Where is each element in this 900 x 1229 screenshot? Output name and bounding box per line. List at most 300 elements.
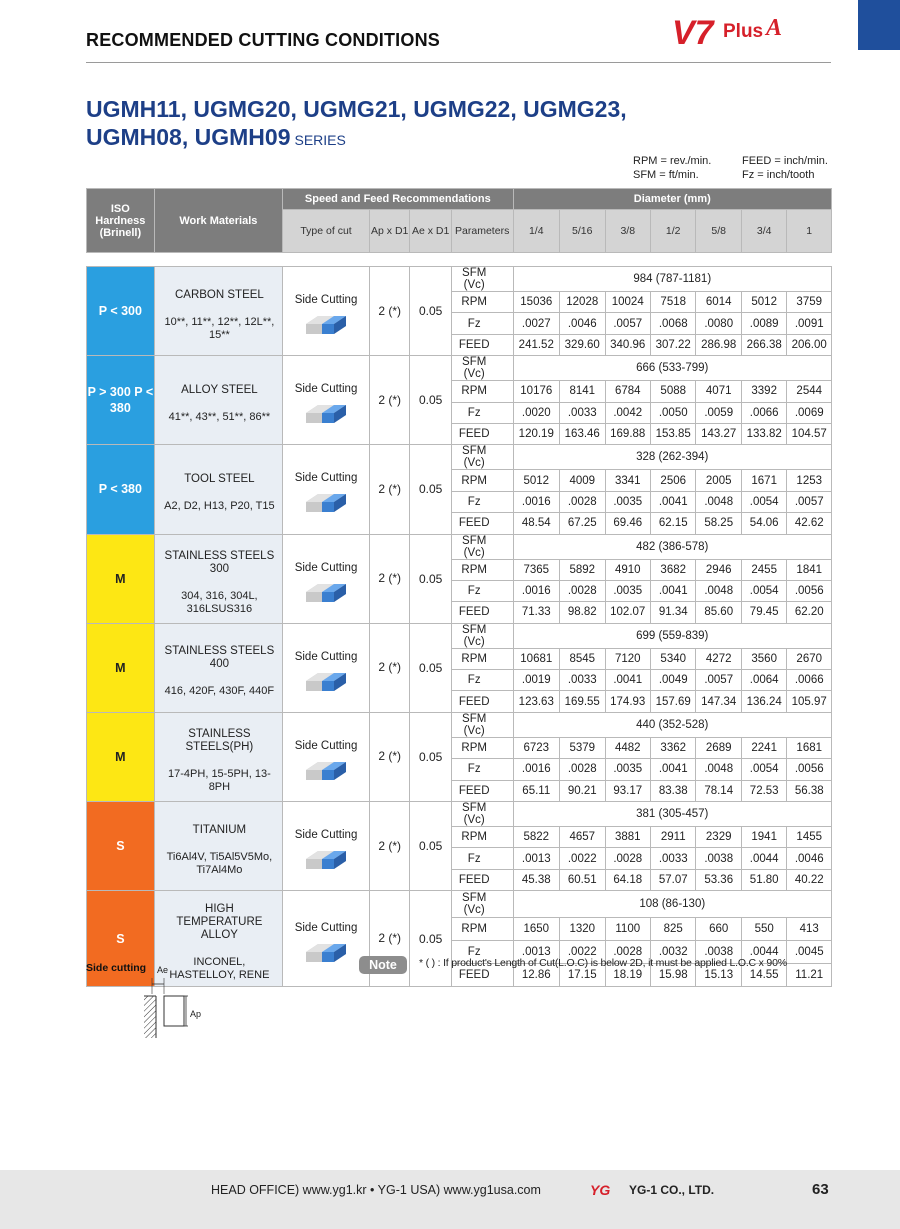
- type-of-cut-cell: [283, 712, 370, 801]
- series-suffix: SERIES: [294, 132, 346, 148]
- fz-value: .0022: [560, 848, 605, 869]
- work-material-cell: [154, 534, 282, 623]
- fz-value: .0041: [650, 759, 695, 780]
- series-line-1: UGMH11, UGMG20, UGMG21, UGMG22, UGMG23,: [86, 96, 627, 122]
- feed-value: 65.11: [513, 780, 559, 801]
- feed-value: 93.17: [605, 780, 650, 801]
- rpm-value: 660: [696, 918, 741, 941]
- rpm-value: 3682: [650, 559, 695, 580]
- header-diameter-1: 5/16: [560, 210, 605, 253]
- feed-value: 12.86: [513, 964, 559, 987]
- rpm-value: 5340: [650, 648, 695, 669]
- material-grades: 304, 316, 304L, 316LSUS316: [181, 589, 258, 615]
- rpm-value: 8141: [560, 381, 605, 402]
- fz-value: .0033: [560, 402, 605, 423]
- fz-value: .0048: [696, 580, 741, 601]
- fz-value: .0046: [560, 313, 605, 334]
- ap-value: 2 (*): [370, 802, 410, 891]
- feed-value: 15.13: [696, 964, 741, 987]
- feed-value: 18.19: [605, 964, 650, 987]
- feed-value: 48.54: [513, 513, 559, 534]
- v7-plus-brand-logo: [668, 6, 798, 56]
- fz-value: .0089: [741, 313, 786, 334]
- rpm-value: 6723: [513, 737, 559, 758]
- rpm-value: 1841: [787, 559, 832, 580]
- fz-value: .0057: [605, 313, 650, 334]
- table-row: [87, 356, 832, 381]
- feed-value: 17.15: [560, 964, 605, 987]
- rpm-value: 15036: [513, 292, 559, 313]
- fz-value: .0020: [513, 402, 559, 423]
- corner-tab: [858, 0, 900, 50]
- parameter-label: Fz: [451, 759, 513, 780]
- iso-hardness-cell: M: [87, 712, 155, 801]
- material-grades: A2, D2, H13, P20, T15: [164, 500, 275, 513]
- fz-value: .0091: [787, 313, 832, 334]
- parameter-label: SFM (Vc): [451, 534, 513, 559]
- parameter-label: FEED: [451, 964, 513, 987]
- side-cutting-diagram: [140, 964, 220, 1044]
- fz-value: .0041: [650, 580, 695, 601]
- parameter-label: SFM (Vc): [451, 267, 513, 292]
- rpm-value: 3560: [741, 648, 786, 669]
- feed-value: 307.22: [650, 334, 695, 355]
- rpm-value: 4910: [605, 559, 650, 580]
- feed-value: 123.63: [513, 691, 559, 712]
- feed-value: 136.24: [741, 691, 786, 712]
- brand-v7: V7: [672, 14, 714, 52]
- parameter-label: SFM (Vc): [451, 891, 513, 918]
- material-name: TITANIUM: [192, 823, 247, 836]
- fz-value: .0028: [605, 848, 650, 869]
- rpm-value: 8545: [560, 648, 605, 669]
- feed-value: 241.52: [513, 334, 559, 355]
- rpm-value: 6784: [605, 381, 650, 402]
- feed-value: 62.20: [787, 602, 832, 623]
- feed-value: 62.15: [650, 513, 695, 534]
- rpm-value: 2544: [787, 381, 832, 402]
- feed-value: 340.96: [605, 334, 650, 355]
- fz-value: .0033: [650, 848, 695, 869]
- fz-value: .0016: [513, 491, 559, 512]
- feed-value: 286.98: [696, 334, 741, 355]
- cutting-conditions-table: [86, 188, 832, 987]
- fz-value: .0016: [513, 759, 559, 780]
- fz-value: .0057: [696, 670, 741, 691]
- iso-hardness-cell: S: [87, 891, 155, 987]
- fz-value: .0035: [605, 491, 650, 512]
- header-diameter-5: 3/4: [741, 210, 786, 253]
- type-of-cut-label: Side Cutting: [294, 739, 358, 752]
- parameter-label: Fz: [451, 402, 513, 423]
- parameter-label: FEED: [451, 513, 513, 534]
- feed-value: 157.69: [650, 691, 695, 712]
- rpm-value: 5012: [513, 470, 559, 491]
- ae-label: Ae: [157, 965, 169, 975]
- rpm-value: 2005: [696, 470, 741, 491]
- feed-value: 42.62: [787, 513, 832, 534]
- parameter-label: Fz: [451, 313, 513, 334]
- feed-value: 102.07: [605, 602, 650, 623]
- side-cutting-icon: [304, 580, 348, 608]
- rpm-value: 1320: [560, 918, 605, 941]
- type-of-cut-cell: [283, 534, 370, 623]
- ap-value: 2 (*): [370, 445, 410, 534]
- table-row: [87, 445, 832, 470]
- fz-value: .0028: [560, 580, 605, 601]
- rpm-value: 2329: [696, 827, 741, 848]
- sfm-value: 984 (787-1181): [513, 267, 831, 292]
- feed-value: 58.25: [696, 513, 741, 534]
- fz-value: .0038: [696, 848, 741, 869]
- iso-hardness-cell: P < 380: [87, 445, 155, 534]
- feed-value: 85.60: [696, 602, 741, 623]
- side-cutting-icon: [304, 490, 348, 518]
- rpm-value: 1671: [741, 470, 786, 491]
- parameter-label: SFM (Vc): [451, 356, 513, 381]
- work-material-cell: [154, 623, 282, 712]
- rpm-value: 4482: [605, 737, 650, 758]
- rpm-value: 2506: [650, 470, 695, 491]
- side-cutting-icon: [304, 758, 348, 786]
- series-line-2-wrap: [86, 123, 627, 154]
- feed-value: 54.06: [741, 513, 786, 534]
- feed-value: 64.18: [605, 869, 650, 890]
- ae-value: 0.05: [410, 534, 451, 623]
- fz-value: .0048: [696, 759, 741, 780]
- feed-value: 90.21: [560, 780, 605, 801]
- fz-value: .0027: [513, 313, 559, 334]
- fz-value: .0068: [650, 313, 695, 334]
- material-grades: 10**, 11**, 12**, 12L**, 15**: [164, 315, 275, 341]
- material-grades: 416, 420F, 430F, 440F: [164, 685, 275, 698]
- unit-rpm: RPM = rev./min.: [633, 155, 712, 167]
- header-diameter-6: 1: [787, 210, 832, 253]
- iso-hardness-cell: M: [87, 623, 155, 712]
- rpm-value: 1253: [787, 470, 832, 491]
- rpm-value: 4657: [560, 827, 605, 848]
- fz-value: .0064: [741, 670, 786, 691]
- unit-fz: Fz = inch/tooth: [742, 169, 815, 181]
- feed-value: 69.46: [605, 513, 650, 534]
- rpm-value: 413: [787, 918, 832, 941]
- series-line-2: UGMH08, UGMH09: [86, 124, 291, 150]
- fz-value: .0066: [741, 402, 786, 423]
- ae-value: 0.05: [410, 891, 451, 987]
- note-badge: Note: [359, 956, 407, 974]
- rpm-value: 1941: [741, 827, 786, 848]
- sfm-value: 666 (533-799): [513, 356, 831, 381]
- sfm-value: 108 (86-130): [513, 891, 831, 918]
- parameter-label: FEED: [451, 869, 513, 890]
- feed-value: 14.55: [741, 964, 786, 987]
- parameter-label: FEED: [451, 602, 513, 623]
- ae-value: 0.05: [410, 623, 451, 712]
- feed-value: 174.93: [605, 691, 650, 712]
- feed-value: 56.38: [787, 780, 832, 801]
- table-row: [87, 623, 832, 648]
- fz-value: .0045: [787, 941, 832, 964]
- parameter-label: SFM (Vc): [451, 712, 513, 737]
- side-cutting-icon: [304, 401, 348, 429]
- rpm-value: 7120: [605, 648, 650, 669]
- side-cutting-icon: [304, 312, 348, 340]
- type-of-cut-cell: [283, 445, 370, 534]
- fz-value: .0022: [560, 941, 605, 964]
- rpm-value: 2670: [787, 648, 832, 669]
- ap-label: Ap: [190, 1009, 202, 1019]
- rpm-value: 2911: [650, 827, 695, 848]
- feed-value: 143.27: [696, 423, 741, 444]
- rpm-value: 2946: [696, 559, 741, 580]
- page-header-title: RECOMMENDED CUTTING CONDITIONS: [86, 30, 440, 50]
- parameter-label: RPM: [451, 737, 513, 758]
- feed-value: 71.33: [513, 602, 559, 623]
- side-cutting-label: Side cutting: [86, 962, 147, 974]
- feed-value: 40.22: [787, 869, 832, 890]
- note-text: * ( ) : If product's Length of Cut(L.O.C) is below 2D, it must be applied L.O.C x 90%: [419, 957, 787, 969]
- feed-value: 98.82: [560, 602, 605, 623]
- parameter-label: RPM: [451, 381, 513, 402]
- header-ae: Ae x D1: [410, 210, 451, 253]
- rpm-value: 5822: [513, 827, 559, 848]
- feed-value: 60.51: [560, 869, 605, 890]
- type-of-cut-label: Side Cutting: [294, 561, 358, 574]
- header-work-materials: Work Materials: [154, 189, 282, 253]
- fz-value: .0035: [605, 580, 650, 601]
- header-parameters: Parameters: [451, 210, 513, 253]
- feed-value: 53.36: [696, 869, 741, 890]
- feed-value: 133.82: [741, 423, 786, 444]
- material-grades: Ti6Al4V, Ti5Al5V5Mo, Ti7Al4Mo: [166, 850, 273, 876]
- work-material-cell: [154, 445, 282, 534]
- fz-value: .0049: [650, 670, 695, 691]
- parameter-label: FEED: [451, 780, 513, 801]
- iso-hardness-cell: P > 300 P < 380: [87, 356, 155, 445]
- footer-bar: [0, 1170, 900, 1229]
- ae-value: 0.05: [410, 356, 451, 445]
- sfm-value: 699 (559-839): [513, 623, 831, 648]
- rpm-value: 825: [650, 918, 695, 941]
- fz-value: .0042: [605, 402, 650, 423]
- ap-value: 2 (*): [370, 891, 410, 987]
- feed-value: 169.55: [560, 691, 605, 712]
- parameter-label: Fz: [451, 670, 513, 691]
- material-name: STAINLESS STEELS(PH): [185, 727, 254, 753]
- fz-value: .0013: [513, 848, 559, 869]
- parameter-label: SFM (Vc): [451, 623, 513, 648]
- material-name: ALLOY STEEL: [181, 384, 258, 397]
- fz-value: .0028: [560, 759, 605, 780]
- rpm-value: 2689: [696, 737, 741, 758]
- unit-sfm: SFM = ft/min.: [633, 169, 699, 181]
- rpm-value: 1650: [513, 918, 559, 941]
- rpm-value: 550: [741, 918, 786, 941]
- rpm-value: 4071: [696, 381, 741, 402]
- parameter-label: RPM: [451, 648, 513, 669]
- material-grades: 17-4PH, 15-5PH, 13-8PH: [168, 767, 271, 793]
- feed-value: 153.85: [650, 423, 695, 444]
- fz-value: .0046: [787, 848, 832, 869]
- rpm-value: 3759: [787, 292, 832, 313]
- feed-value: 51.80: [741, 869, 786, 890]
- header-diameter-2: 3/8: [605, 210, 650, 253]
- type-of-cut-cell: [283, 891, 370, 987]
- fz-value: .0013: [513, 941, 559, 964]
- rpm-value: 3881: [605, 827, 650, 848]
- fz-value: .0016: [513, 580, 559, 601]
- yg1-logo-icon: [590, 1182, 624, 1198]
- type-of-cut-cell: [283, 356, 370, 445]
- rpm-value: 10681: [513, 648, 559, 669]
- feed-value: 329.60: [560, 334, 605, 355]
- header-divider: [86, 62, 831, 63]
- header-diameter-0: 1/4: [513, 210, 559, 253]
- material-name: STAINLESS STEELS 300: [164, 549, 275, 575]
- footer-company: YG-1 CO., LTD.: [629, 1183, 715, 1197]
- fz-value: .0033: [560, 670, 605, 691]
- rpm-value: 1100: [605, 918, 650, 941]
- type-of-cut-label: Side Cutting: [294, 383, 358, 396]
- fz-value: .0041: [650, 491, 695, 512]
- fz-value: .0032: [650, 941, 695, 964]
- fz-value: .0059: [696, 402, 741, 423]
- table-spacer-row: [87, 253, 832, 267]
- side-cutting-icon: [304, 847, 348, 875]
- type-of-cut-label: Side Cutting: [294, 294, 358, 307]
- rpm-value: 10024: [605, 292, 650, 313]
- type-of-cut-label: Side Cutting: [294, 472, 358, 485]
- header-speed-feed: Speed and Feed Recommendations: [283, 189, 513, 210]
- rpm-value: 7365: [513, 559, 559, 580]
- sfm-value: 440 (352-528): [513, 712, 831, 737]
- parameter-label: Fz: [451, 941, 513, 964]
- brand-a: A: [766, 15, 783, 41]
- material-name: TOOL STEEL: [184, 473, 255, 486]
- type-of-cut-label: Side Cutting: [294, 650, 358, 663]
- fz-value: .0048: [696, 491, 741, 512]
- parameter-label: RPM: [451, 827, 513, 848]
- material-name: STAINLESS STEELS 400: [164, 645, 275, 671]
- fz-value: .0044: [741, 848, 786, 869]
- rpm-value: 1681: [787, 737, 832, 758]
- table-row: [87, 712, 832, 737]
- sfm-value: 482 (386-578): [513, 534, 831, 559]
- material-name: CARBON STEEL: [174, 288, 264, 301]
- header-diameter: Diameter (mm): [513, 189, 831, 210]
- material-grades: INCONEL, HASTELLOY, RENE: [169, 956, 270, 982]
- type-of-cut-label: Side Cutting: [294, 921, 358, 934]
- fz-value: .0056: [787, 580, 832, 601]
- rpm-value: 5379: [560, 737, 605, 758]
- header-diameter-4: 5/8: [696, 210, 741, 253]
- fz-value: .0080: [696, 313, 741, 334]
- feed-value: 67.25: [560, 513, 605, 534]
- header-ap: Ap x D1: [370, 210, 410, 253]
- feed-value: 78.14: [696, 780, 741, 801]
- ae-value: 0.05: [410, 802, 451, 891]
- feed-value: 163.46: [560, 423, 605, 444]
- type-of-cut-cell: [283, 623, 370, 712]
- workpiece-hatch: [144, 996, 156, 1038]
- rpm-value: 7518: [650, 292, 695, 313]
- ae-value: 0.05: [410, 712, 451, 801]
- iso-hardness-cell: S: [87, 802, 155, 891]
- fz-value: .0038: [696, 941, 741, 964]
- tool-outline: [164, 996, 184, 1026]
- rpm-value: 1455: [787, 827, 832, 848]
- work-material-cell: [154, 712, 282, 801]
- ap-value: 2 (*): [370, 534, 410, 623]
- side-cutting-icon: [304, 669, 348, 697]
- fz-value: .0050: [650, 402, 695, 423]
- fz-value: .0054: [741, 759, 786, 780]
- rpm-value: 5012: [741, 292, 786, 313]
- unit-legend: [633, 154, 828, 182]
- work-material-cell: [154, 802, 282, 891]
- feed-value: 83.38: [650, 780, 695, 801]
- header-iso: ISO Hardness (Brinell): [87, 189, 155, 253]
- parameter-label: RPM: [451, 470, 513, 491]
- fz-value: .0028: [605, 941, 650, 964]
- rpm-value: 12028: [560, 292, 605, 313]
- fz-value: .0035: [605, 759, 650, 780]
- parameter-label: FEED: [451, 334, 513, 355]
- parameter-label: FEED: [451, 691, 513, 712]
- fz-value: .0066: [787, 670, 832, 691]
- parameter-label: Fz: [451, 491, 513, 512]
- ae-value: 0.05: [410, 267, 451, 356]
- ae-value: 0.05: [410, 445, 451, 534]
- fz-value: .0044: [741, 941, 786, 964]
- parameter-label: Fz: [451, 848, 513, 869]
- iso-hardness-cell: P < 300: [87, 267, 155, 356]
- feed-value: 104.57: [787, 423, 832, 444]
- series-title: [86, 95, 627, 154]
- fz-value: .0069: [787, 402, 832, 423]
- fz-value: .0054: [741, 580, 786, 601]
- table-row: [87, 534, 832, 559]
- work-material-cell: [154, 356, 282, 445]
- brand-plus: Plus: [723, 21, 764, 42]
- header-diameter-3: 1/2: [650, 210, 695, 253]
- fz-value: .0028: [560, 491, 605, 512]
- feed-value: 266.38: [741, 334, 786, 355]
- feed-value: 147.34: [696, 691, 741, 712]
- side-cutting-icon: [304, 940, 348, 968]
- parameter-label: SFM (Vc): [451, 802, 513, 827]
- work-material-cell: [154, 267, 282, 356]
- feed-value: 206.00: [787, 334, 832, 355]
- rpm-value: 4272: [696, 648, 741, 669]
- material-name: HIGH TEMPERATURE ALLOY: [176, 903, 263, 942]
- parameter-label: SFM (Vc): [451, 445, 513, 470]
- rpm-value: 3362: [650, 737, 695, 758]
- rpm-value: 3392: [741, 381, 786, 402]
- parameter-label: Fz: [451, 580, 513, 601]
- material-grades: 41**, 43**, 51**, 86**: [168, 411, 271, 424]
- feed-value: 79.45: [741, 602, 786, 623]
- unit-feed: FEED = inch/min.: [742, 155, 828, 167]
- feed-value: 105.97: [787, 691, 832, 712]
- feed-value: 57.07: [650, 869, 695, 890]
- rpm-value: 4009: [560, 470, 605, 491]
- feed-value: 169.88: [605, 423, 650, 444]
- fz-value: .0057: [787, 491, 832, 512]
- feed-value: 15.98: [650, 964, 695, 987]
- feed-value: 11.21: [787, 964, 832, 987]
- fz-value: .0054: [741, 491, 786, 512]
